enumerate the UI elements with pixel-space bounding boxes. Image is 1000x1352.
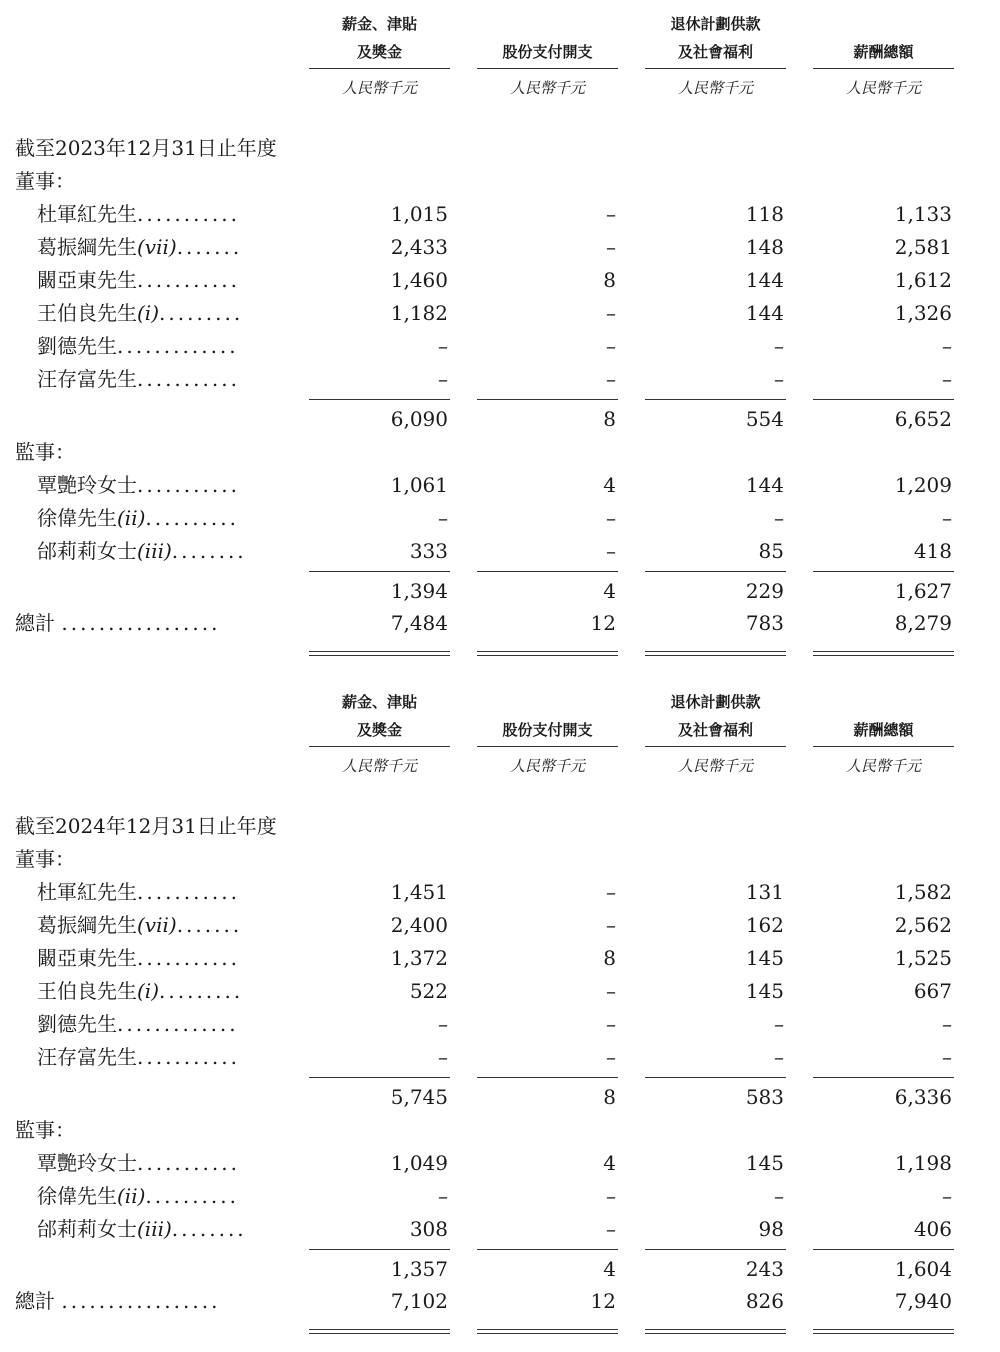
unit-label: 人民幣千元 <box>341 79 417 97</box>
header-underline <box>309 68 450 69</box>
value-cell: 118 <box>745 202 784 226</box>
person-name <box>37 469 240 502</box>
person-name-text: 覃艷玲女士 <box>37 1151 137 1175</box>
value-cell: – <box>942 1184 952 1208</box>
column-header-line: 及社會福利 <box>677 721 753 739</box>
table-row <box>0 1180 1000 1213</box>
value-cell: 131 <box>745 880 784 904</box>
subtotal-value: 6,652 <box>894 407 952 431</box>
person-name-text: 汪存富先生 <box>37 367 137 391</box>
value-cell: 145 <box>745 1151 784 1175</box>
column-header-line: 薪酬總額 <box>853 721 914 739</box>
column-header-line: 及獎金 <box>356 721 402 739</box>
unit-label: 人民幣千元 <box>845 79 921 97</box>
column-header <box>477 688 618 746</box>
value-cell: – <box>438 334 448 358</box>
value-cell: – <box>606 1012 616 1036</box>
value-cell: 1,372 <box>390 946 448 970</box>
total-double-rule <box>477 1329 618 1334</box>
value-cell: 1,209 <box>894 473 952 497</box>
value-cell: 98 <box>758 1217 784 1241</box>
section-title: 監事： <box>15 440 75 464</box>
value-cell: – <box>774 1012 784 1036</box>
total-value: 12 <box>590 1289 616 1313</box>
subtotal-value: 1,394 <box>390 579 448 603</box>
leader-dots: ........... <box>137 268 240 292</box>
value-cell: – <box>606 1184 616 1208</box>
person-name-text: 闞亞東先生 <box>37 268 137 292</box>
unit-label: 人民幣千元 <box>677 79 753 97</box>
header-underline <box>645 746 786 747</box>
subtotal-value: 229 <box>745 579 784 603</box>
total-row <box>0 607 1000 640</box>
value-cell: 145 <box>745 946 784 970</box>
subtotal-value: 6,090 <box>390 407 448 431</box>
column-header-line: 薪金、津貼 <box>341 15 417 33</box>
person-name-text: 邰莉莉女士 <box>37 539 137 563</box>
table-row <box>0 330 1000 363</box>
table-row <box>0 297 1000 330</box>
column-header-line <box>477 10 618 38</box>
value-cell: 2,581 <box>894 235 952 259</box>
subtotal-rule <box>309 1077 450 1078</box>
person-name <box>37 1041 240 1074</box>
person-name <box>37 942 240 975</box>
person-name <box>37 909 242 942</box>
unit-label: 人民幣千元 <box>509 757 585 775</box>
leader-dots: ....... <box>176 913 243 937</box>
value-cell: 144 <box>745 268 784 292</box>
total-double-rule <box>813 1329 954 1334</box>
note-reference: (vii) <box>137 913 177 937</box>
person-name <box>37 502 239 535</box>
value-cell: 144 <box>745 473 784 497</box>
note-reference: (vii) <box>137 235 177 259</box>
person-name <box>37 876 240 909</box>
value-cell: – <box>942 367 952 391</box>
leader-dots: ........... <box>137 946 240 970</box>
header-underline <box>477 746 618 747</box>
value-cell: 1,049 <box>390 1151 448 1175</box>
table-row <box>0 876 1000 909</box>
subtotal-rule <box>813 1077 954 1078</box>
unit-label: 人民幣千元 <box>845 757 921 775</box>
subtotal-value: 1,604 <box>894 1257 952 1281</box>
value-cell: – <box>942 1045 952 1069</box>
note-reference: (iii) <box>137 1217 172 1241</box>
person-name-text: 覃艷玲女士 <box>37 473 137 497</box>
value-cell: – <box>606 979 616 1003</box>
value-cell: – <box>438 1012 448 1036</box>
column-header <box>645 10 786 68</box>
total-double-rule <box>309 651 450 656</box>
note-reference: (iii) <box>137 539 172 563</box>
column-header-line: 及社會福利 <box>677 43 753 61</box>
leader-dots: ........ <box>171 1217 247 1241</box>
subtotal-rule <box>309 399 450 400</box>
column-header <box>645 688 786 746</box>
person-name-text: 杜軍紅先生 <box>37 202 137 226</box>
total-value: 826 <box>745 1289 784 1313</box>
value-cell: 148 <box>745 235 784 259</box>
subtotal-value: 6,336 <box>894 1085 952 1109</box>
value-cell: 2,400 <box>390 913 448 937</box>
column-header-line <box>813 10 954 38</box>
person-name <box>37 264 240 297</box>
value-cell: – <box>774 1045 784 1069</box>
table-row <box>0 1041 1000 1074</box>
value-cell: – <box>606 235 616 259</box>
value-cell: 2,433 <box>390 235 448 259</box>
person-name-text: 王伯良先生 <box>37 301 137 325</box>
subtotal-rule <box>477 1249 618 1250</box>
value-cell: – <box>942 1012 952 1036</box>
period-heading: 截至2024年12月31日止年度 <box>15 814 277 838</box>
total-double-rule <box>645 1329 786 1334</box>
column-header <box>309 688 450 746</box>
leader-dots: ................. <box>61 1289 221 1313</box>
subtotal-value: 8 <box>603 407 616 431</box>
note-reference: (ii) <box>117 506 146 530</box>
value-cell: – <box>438 1045 448 1069</box>
section-title: 董事： <box>15 169 75 193</box>
value-cell: 1,460 <box>390 268 448 292</box>
table-block-2 <box>0 678 1000 1352</box>
value-cell: 1,198 <box>894 1151 952 1175</box>
column-header-line: 退休計劃供款 <box>670 15 761 33</box>
subtotal-row <box>0 1253 1000 1286</box>
leader-dots: ........... <box>137 1045 240 1069</box>
value-cell: 418 <box>913 539 952 563</box>
table-row <box>0 231 1000 264</box>
total-label-text: 總計 <box>15 1289 55 1313</box>
subtotal-rule <box>645 399 786 400</box>
subtotal-value: 554 <box>745 407 784 431</box>
total-row <box>0 1285 1000 1318</box>
subtotal-value: 4 <box>603 579 616 603</box>
table-row <box>0 975 1000 1008</box>
subtotal-rule <box>813 399 954 400</box>
total-value: 7,102 <box>390 1289 448 1313</box>
table-row <box>0 909 1000 942</box>
period-heading: 截至2023年12月31日止年度 <box>15 136 277 160</box>
value-cell: – <box>438 506 448 530</box>
note-reference: (ii) <box>117 1184 146 1208</box>
leader-dots: ................. <box>61 611 221 635</box>
person-name <box>37 363 240 396</box>
value-cell: 1,061 <box>390 473 448 497</box>
value-cell: 1,525 <box>894 946 952 970</box>
header-underline <box>813 68 954 69</box>
person-name-text: 徐偉先生 <box>37 506 117 530</box>
table-row <box>0 535 1000 568</box>
person-name-text: 闞亞東先生 <box>37 946 137 970</box>
unit-label: 人民幣千元 <box>677 757 753 775</box>
person-name <box>37 198 240 231</box>
total-value: 12 <box>590 611 616 635</box>
person-name <box>37 975 243 1008</box>
person-name <box>37 1147 240 1180</box>
column-header-line: 薪金、津貼 <box>341 693 417 711</box>
table-row <box>0 1008 1000 1041</box>
value-cell: – <box>606 880 616 904</box>
table-row <box>0 363 1000 396</box>
subtotal-row <box>0 1081 1000 1114</box>
total-label <box>15 1285 220 1318</box>
header-underline <box>309 746 450 747</box>
leader-dots: ............. <box>117 334 239 358</box>
subtotal-rule <box>477 1077 618 1078</box>
column-header-line: 退休計劃供款 <box>670 693 761 711</box>
person-name <box>37 1008 239 1041</box>
table-row <box>0 469 1000 502</box>
value-cell: – <box>774 367 784 391</box>
value-cell: 667 <box>913 979 952 1003</box>
table-row <box>0 264 1000 297</box>
person-name-text: 徐偉先生 <box>37 1184 117 1208</box>
leader-dots: ............. <box>117 1012 239 1036</box>
value-cell: 145 <box>745 979 784 1003</box>
value-cell: – <box>774 334 784 358</box>
subtotal-row <box>0 403 1000 436</box>
leader-dots: .......... <box>145 1184 239 1208</box>
value-cell: – <box>606 334 616 358</box>
header-underline <box>645 68 786 69</box>
value-cell: 162 <box>745 913 784 937</box>
total-label <box>15 607 220 640</box>
value-cell: 85 <box>758 539 784 563</box>
value-cell: 333 <box>409 539 448 563</box>
column-header-line: 薪酬總額 <box>853 43 914 61</box>
header-underline <box>477 68 618 69</box>
person-name <box>37 297 243 330</box>
person-name-text: 邰莉莉女士 <box>37 1217 137 1241</box>
total-double-rule <box>813 651 954 656</box>
value-cell: – <box>606 539 616 563</box>
leader-dots: .......... <box>145 506 239 530</box>
column-header <box>309 10 450 68</box>
person-name-text: 汪存富先生 <box>37 1045 137 1069</box>
value-cell: 4 <box>603 473 616 497</box>
value-cell: 1,182 <box>390 301 448 325</box>
column-header-line <box>813 688 954 716</box>
subtotal-value: 5,745 <box>390 1085 448 1109</box>
value-cell: 522 <box>409 979 448 1003</box>
section-title: 監事： <box>15 1118 75 1142</box>
leader-dots: ........... <box>137 880 240 904</box>
value-cell: 1,015 <box>390 202 448 226</box>
value-cell: 1,612 <box>894 268 952 292</box>
total-double-rule <box>309 1329 450 1334</box>
table-row <box>0 1213 1000 1246</box>
total-double-rule <box>645 651 786 656</box>
value-cell: 2,562 <box>894 913 952 937</box>
leader-dots: ........... <box>137 202 240 226</box>
value-cell: 4 <box>603 1151 616 1175</box>
value-cell: 8 <box>603 268 616 292</box>
leader-dots: ....... <box>176 235 243 259</box>
table-row <box>0 502 1000 535</box>
subtotal-value: 1,357 <box>390 1257 448 1281</box>
value-cell: 1,326 <box>894 301 952 325</box>
table-row <box>0 198 1000 231</box>
column-header <box>477 10 618 68</box>
leader-dots: ........ <box>171 539 247 563</box>
column-header <box>813 688 954 746</box>
person-name-text: 葛振綱先生 <box>37 913 137 937</box>
person-name-text: 劉德先生 <box>37 334 117 358</box>
table-row <box>0 942 1000 975</box>
leader-dots: ......... <box>159 301 244 325</box>
value-cell: – <box>606 301 616 325</box>
subtotal-row <box>0 575 1000 608</box>
value-cell: 1,133 <box>894 202 952 226</box>
value-cell: – <box>942 334 952 358</box>
value-cell: – <box>438 1184 448 1208</box>
value-cell: – <box>942 506 952 530</box>
subtotal-rule <box>813 1249 954 1250</box>
column-header-line: 股份支付開支 <box>502 43 593 61</box>
value-cell: 8 <box>603 946 616 970</box>
subtotal-rule <box>645 1249 786 1250</box>
person-name-text: 杜軍紅先生 <box>37 880 137 904</box>
subtotal-rule <box>477 399 618 400</box>
total-double-rule <box>477 651 618 656</box>
value-cell: – <box>606 1045 616 1069</box>
value-cell: 406 <box>913 1217 952 1241</box>
leader-dots: ........... <box>137 1151 240 1175</box>
subtotal-rule <box>309 1249 450 1250</box>
value-cell: 144 <box>745 301 784 325</box>
person-name <box>37 231 242 264</box>
table-row <box>0 1147 1000 1180</box>
value-cell: – <box>606 913 616 937</box>
total-value: 8,279 <box>894 611 952 635</box>
subtotal-value: 243 <box>745 1257 784 1281</box>
person-name-text: 劉德先生 <box>37 1012 117 1036</box>
value-cell: – <box>606 202 616 226</box>
note-reference: (i) <box>137 979 160 1003</box>
total-value: 783 <box>745 611 784 635</box>
leader-dots: ........... <box>137 473 240 497</box>
value-cell: – <box>774 506 784 530</box>
value-cell: 1,451 <box>390 880 448 904</box>
column-header <box>813 10 954 68</box>
section-title: 董事： <box>15 847 75 871</box>
total-value: 7,484 <box>390 611 448 635</box>
leader-dots: ......... <box>159 979 244 1003</box>
subtotal-rule <box>813 571 954 572</box>
column-header-line: 股份支付開支 <box>502 721 593 739</box>
subtotal-rule <box>309 571 450 572</box>
unit-label: 人民幣千元 <box>509 79 585 97</box>
subtotal-value: 583 <box>745 1085 784 1109</box>
column-header-line <box>477 688 618 716</box>
value-cell: – <box>606 367 616 391</box>
total-label-text: 總計 <box>15 611 55 635</box>
person-name <box>37 330 239 363</box>
value-cell: – <box>606 506 616 530</box>
person-name <box>37 1213 247 1246</box>
subtotal-value: 4 <box>603 1257 616 1281</box>
person-name <box>37 1180 239 1213</box>
subtotal-value: 1,627 <box>894 579 952 603</box>
subtotal-value: 8 <box>603 1085 616 1109</box>
subtotal-rule <box>477 571 618 572</box>
person-name <box>37 535 247 568</box>
total-value: 7,940 <box>894 1289 952 1313</box>
value-cell: – <box>438 367 448 391</box>
table-block-1 <box>0 0 1000 674</box>
value-cell: – <box>774 1184 784 1208</box>
subtotal-rule <box>645 571 786 572</box>
value-cell: 1,582 <box>894 880 952 904</box>
value-cell: – <box>606 1217 616 1241</box>
person-name-text: 葛振綱先生 <box>37 235 137 259</box>
column-header-line: 及獎金 <box>356 43 402 61</box>
header-underline <box>813 746 954 747</box>
leader-dots: ........... <box>137 367 240 391</box>
value-cell: 308 <box>409 1217 448 1241</box>
note-reference: (i) <box>137 301 160 325</box>
person-name-text: 王伯良先生 <box>37 979 137 1003</box>
subtotal-rule <box>645 1077 786 1078</box>
unit-label: 人民幣千元 <box>341 757 417 775</box>
